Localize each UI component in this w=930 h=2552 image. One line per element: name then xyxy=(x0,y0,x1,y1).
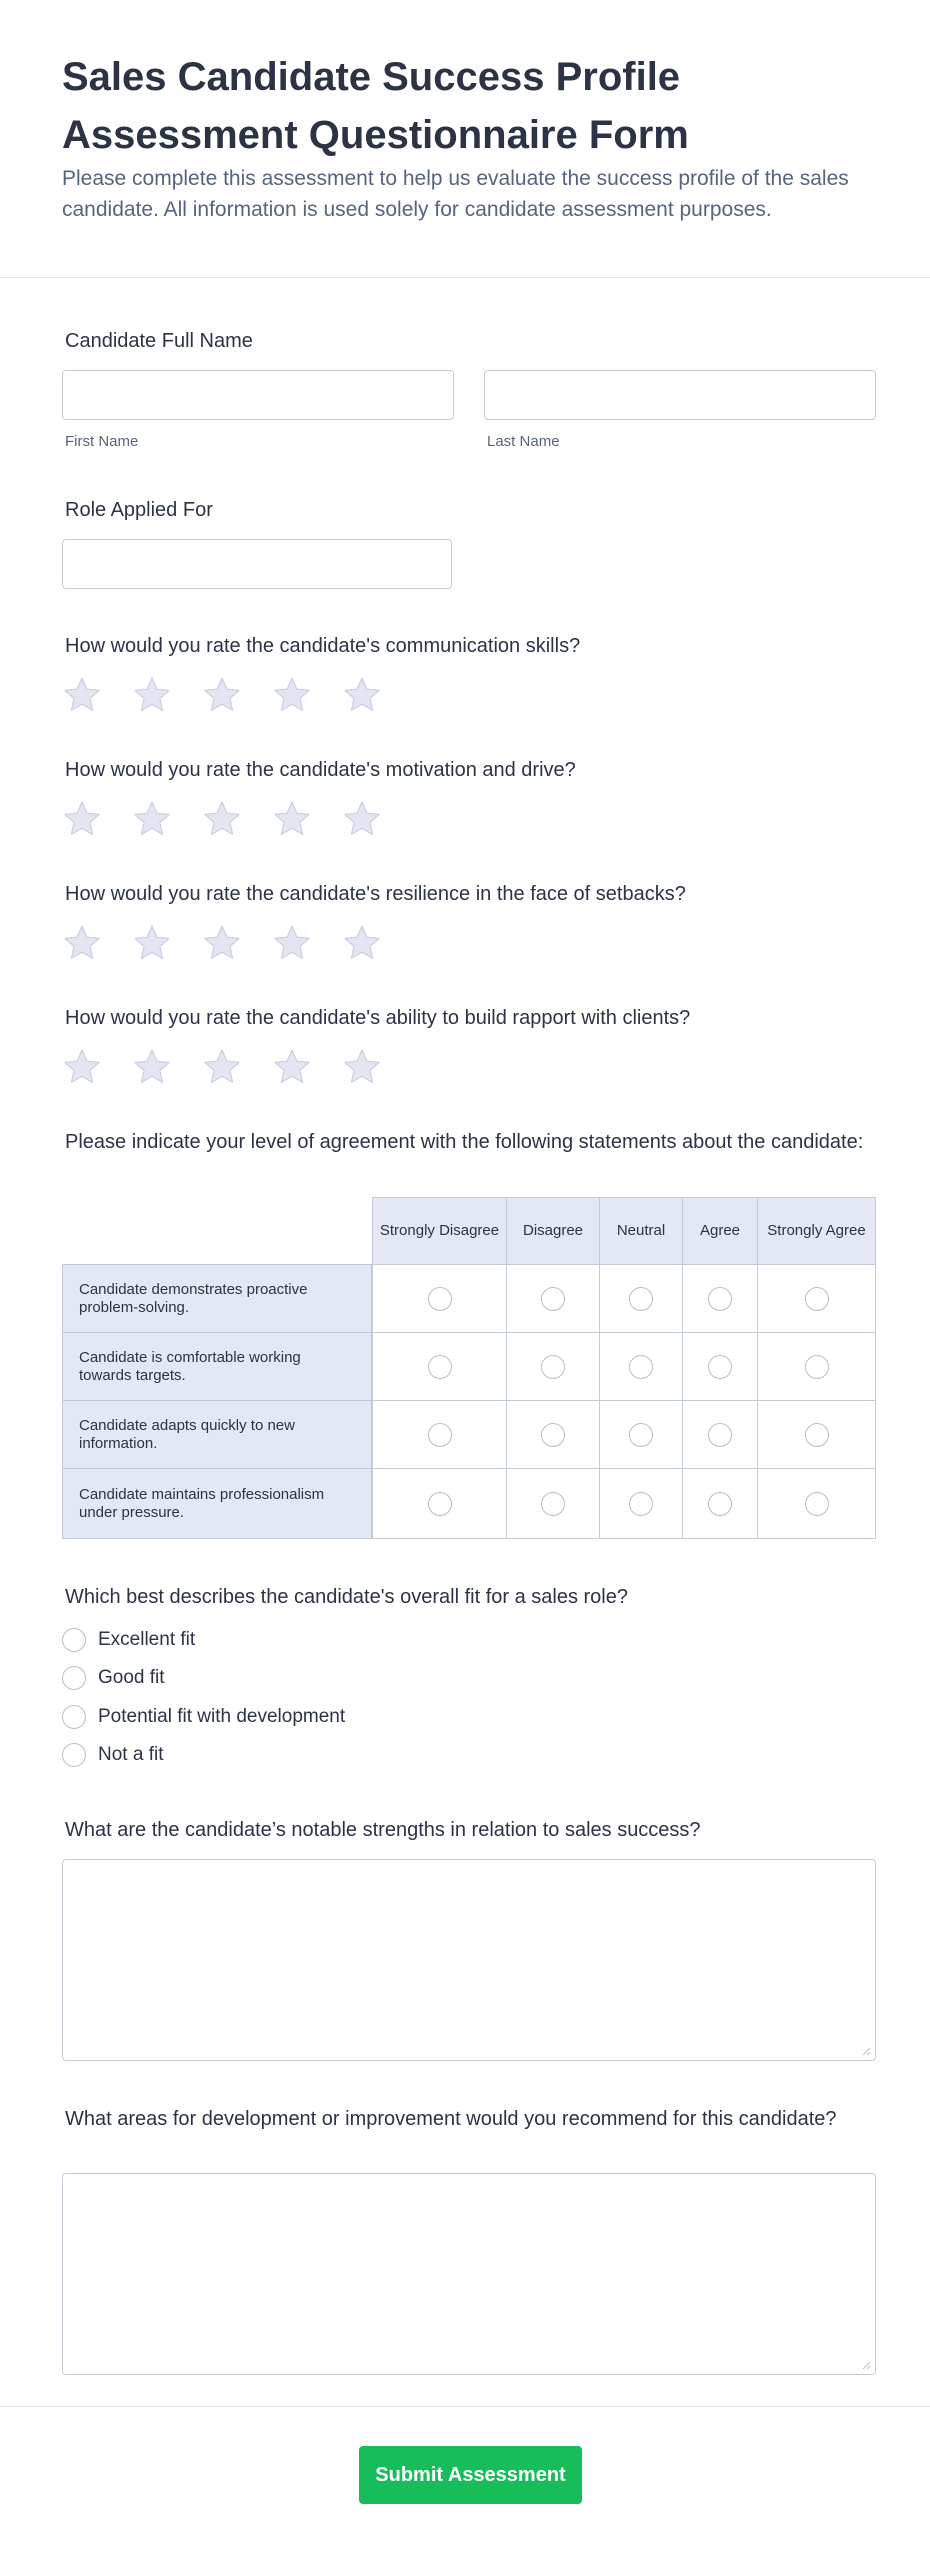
resize-grip-icon[interactable] xyxy=(861,2046,871,2056)
first-name-sublabel: First Name xyxy=(65,433,139,450)
radio-button[interactable] xyxy=(541,1423,565,1447)
star-icon[interactable] xyxy=(62,799,102,839)
star-icon[interactable] xyxy=(202,1047,242,1087)
agreement-matrix xyxy=(62,1197,876,1539)
star-icon[interactable] xyxy=(272,923,312,963)
star-icon[interactable] xyxy=(202,675,242,715)
rating-question-communication: How would you rate the candidate's communication skills? xyxy=(65,635,581,657)
matrix-col-strongly-disagree: Strongly Disagree xyxy=(372,1197,507,1265)
matrix-question: Please indicate your level of agreement with the following statements about the candidate: xyxy=(65,1131,864,1153)
fit-option-label: Good fit xyxy=(98,1667,165,1688)
matrix-row-label: Candidate is comfortable working towards targets. xyxy=(62,1332,372,1401)
radio-button[interactable] xyxy=(541,1355,565,1379)
footer-divider xyxy=(0,2406,930,2407)
radio-button[interactable] xyxy=(62,1628,86,1652)
development-textarea[interactable] xyxy=(62,2173,876,2375)
matrix-row-label: Candidate maintains professionalism under pressure. xyxy=(62,1468,372,1539)
matrix-cell[interactable] xyxy=(599,1264,683,1333)
matrix-col-disagree: Disagree xyxy=(506,1197,600,1265)
star-icon[interactable] xyxy=(342,675,382,715)
matrix-cell[interactable] xyxy=(372,1332,507,1401)
matrix-col-neutral: Neutral xyxy=(599,1197,683,1265)
star-icon[interactable] xyxy=(272,1047,312,1087)
matrix-cell[interactable] xyxy=(757,1332,876,1401)
radio-button[interactable] xyxy=(629,1355,653,1379)
radio-button[interactable] xyxy=(62,1743,86,1767)
fit-question: Which best describes the candidate's overall fit for a sales role? xyxy=(65,1586,628,1608)
matrix-cell[interactable] xyxy=(682,1468,758,1539)
fit-option-label: Potential fit with development xyxy=(98,1706,346,1727)
star-icon[interactable] xyxy=(342,799,382,839)
radio-button[interactable] xyxy=(805,1492,829,1516)
matrix-cell[interactable] xyxy=(372,1400,507,1469)
form-title: Sales Candidate Success Profile Assessment Questionnaire Form xyxy=(62,55,689,157)
radio-button[interactable] xyxy=(428,1355,452,1379)
fit-option-potential[interactable] xyxy=(62,1704,345,1730)
last-name-sublabel: Last Name xyxy=(487,433,560,450)
star-icon[interactable] xyxy=(132,923,172,963)
matrix-cell[interactable] xyxy=(682,1400,758,1469)
radio-button[interactable] xyxy=(541,1492,565,1516)
matrix-cell[interactable] xyxy=(506,1400,600,1469)
matrix-cell[interactable] xyxy=(757,1264,876,1333)
radio-button[interactable] xyxy=(428,1492,452,1516)
fit-option-not-fit[interactable] xyxy=(62,1742,163,1768)
star-icon[interactable] xyxy=(132,1047,172,1087)
radio-button[interactable] xyxy=(62,1666,86,1690)
resize-grip-icon[interactable] xyxy=(861,2360,871,2370)
radio-button[interactable] xyxy=(805,1355,829,1379)
star-icon[interactable] xyxy=(132,799,172,839)
star-icon[interactable] xyxy=(62,923,102,963)
radio-button[interactable] xyxy=(428,1423,452,1447)
star-icon[interactable] xyxy=(202,799,242,839)
radio-button[interactable] xyxy=(629,1492,653,1516)
fit-option-excellent[interactable] xyxy=(62,1627,195,1653)
matrix-row-label: Candidate demonstrates proactive problem-solving. xyxy=(62,1264,372,1333)
star-icon[interactable] xyxy=(272,675,312,715)
radio-button[interactable] xyxy=(428,1287,452,1311)
radio-button[interactable] xyxy=(629,1423,653,1447)
strengths-question: What are the candidate’s notable strengths in relation to sales success? xyxy=(65,1819,701,1841)
star-icon[interactable] xyxy=(62,1047,102,1087)
radio-button[interactable] xyxy=(805,1423,829,1447)
matrix-cell[interactable] xyxy=(372,1264,507,1333)
matrix-cell[interactable] xyxy=(757,1400,876,1469)
radio-button[interactable] xyxy=(708,1355,732,1379)
matrix-cell[interactable] xyxy=(506,1332,600,1401)
star-icon[interactable] xyxy=(342,923,382,963)
strengths-textarea[interactable] xyxy=(62,1859,876,2061)
development-question: What areas for development or improvement would you recommend for this candidate? xyxy=(65,2108,837,2130)
star-icon[interactable] xyxy=(132,675,172,715)
radio-button[interactable] xyxy=(708,1492,732,1516)
role-input[interactable] xyxy=(62,539,452,589)
matrix-cell[interactable] xyxy=(757,1468,876,1539)
star-icon[interactable] xyxy=(342,1047,382,1087)
fit-option-label: Not a fit xyxy=(98,1744,164,1765)
radio-button[interactable] xyxy=(805,1287,829,1311)
radio-button[interactable] xyxy=(62,1705,86,1729)
matrix-cell[interactable] xyxy=(506,1264,600,1333)
radio-button[interactable] xyxy=(541,1287,565,1311)
matrix-col-agree: Agree xyxy=(682,1197,758,1265)
matrix-col-strongly-agree: Strongly Agree xyxy=(757,1197,876,1265)
form-subtitle: Please complete this assessment to help us evaluate the success profile of the sales candidate. All information is used solely for candidate assessment purposes. xyxy=(62,167,849,221)
star-icon[interactable] xyxy=(62,675,102,715)
fit-option-label: Excellent fit xyxy=(98,1629,196,1650)
form-header xyxy=(0,0,930,278)
radio-button[interactable] xyxy=(708,1423,732,1447)
radio-button[interactable] xyxy=(708,1287,732,1311)
star-icon[interactable] xyxy=(202,923,242,963)
matrix-cell[interactable] xyxy=(506,1468,600,1539)
matrix-cell[interactable] xyxy=(682,1332,758,1401)
first-name-input[interactable] xyxy=(62,370,454,420)
fit-option-good[interactable] xyxy=(62,1665,165,1691)
matrix-cell[interactable] xyxy=(599,1400,683,1469)
radio-button[interactable] xyxy=(629,1287,653,1311)
matrix-cell[interactable] xyxy=(599,1332,683,1401)
matrix-cell[interactable] xyxy=(599,1468,683,1539)
rating-question-rapport: How would you rate the candidate's ability to build rapport with clients? xyxy=(65,1007,691,1029)
matrix-row-label: Candidate adapts quickly to new information. xyxy=(62,1400,372,1469)
rating-question-resilience: How would you rate the candidate's resilience in the face of setbacks? xyxy=(65,883,686,905)
role-label: Role Applied For xyxy=(65,499,213,521)
submit-button[interactable]: Submit Assessment xyxy=(359,2446,582,2504)
matrix-cell[interactable] xyxy=(372,1468,507,1539)
last-name-input[interactable] xyxy=(484,370,876,420)
full-name-label: Candidate Full Name xyxy=(65,330,253,352)
star-icon[interactable] xyxy=(272,799,312,839)
rating-question-motivation: How would you rate the candidate's motivation and drive? xyxy=(65,759,576,781)
matrix-cell[interactable] xyxy=(682,1264,758,1333)
